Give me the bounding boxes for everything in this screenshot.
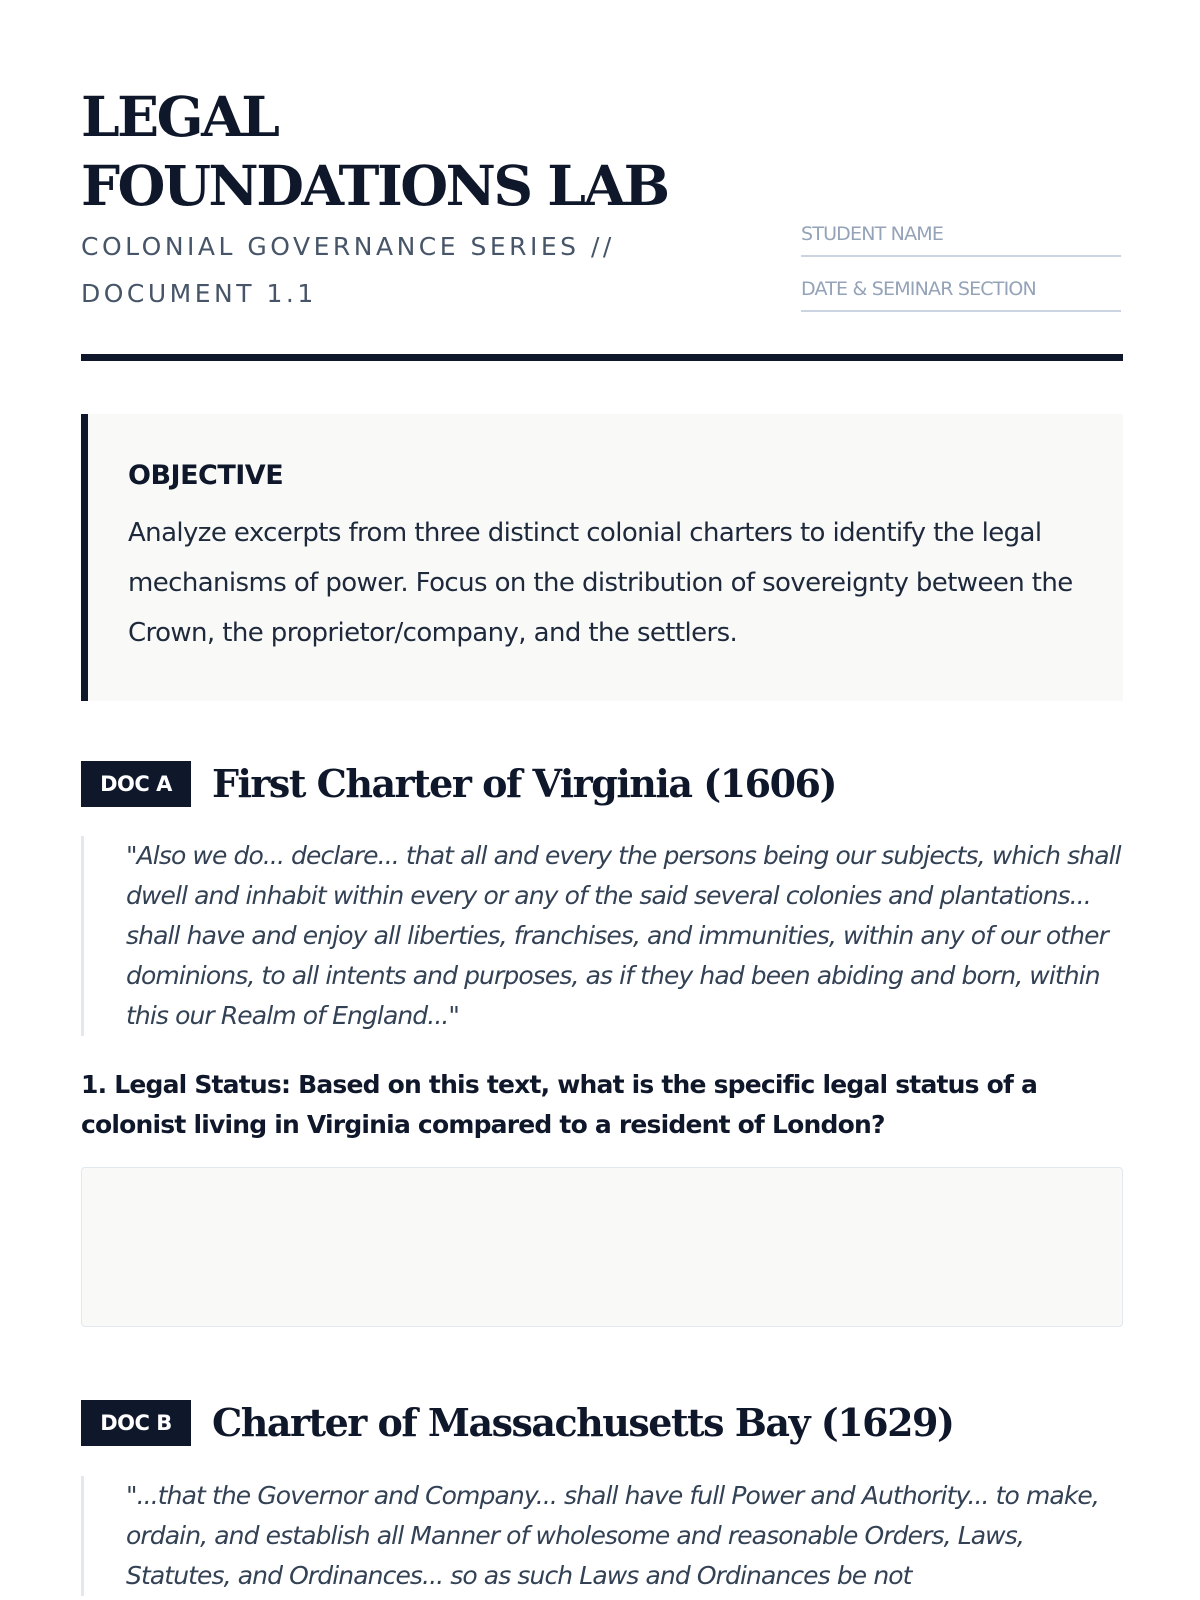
question-1-answer-box[interactable] — [81, 1167, 1123, 1327]
date-section-field-wrapper — [801, 271, 1121, 312]
doc-a-quote: "Also we do... declare... that all and every the persons being our subjects, which shall dwell and inhabit within every or any of the said several colonies and plantations... shall have and enjoy all liberties, franchises, and immunities, within any of our other dominions, to all intents and purposes, as if they had been abiding and born, within this our Realm of England..." — [81, 836, 1123, 1036]
question-1: 1. Legal Status: Based on this text, what is the specific legal status of a colonist living in Virginia compared to a resident of London? — [81, 1070, 1038, 1139]
student-name-input[interactable] — [801, 216, 1121, 252]
header-divider — [81, 354, 1123, 361]
objective-text: Analyze excerpts from three distinct colonial charters to identify the legal mechanisms of power. Focus on the distribution of sovereignty between the Crown, the proprietor/company, and the settlers. — [128, 518, 1073, 648]
student-name-field-wrapper — [801, 216, 1121, 257]
doc-b-badge: DOC B — [81, 1400, 191, 1446]
doc-a-badge: DOC A — [81, 761, 191, 807]
student-info-fields — [801, 216, 1121, 326]
date-section-input[interactable] — [801, 271, 1121, 307]
doc-a-title: First Charter of Virginia (1606) — [212, 761, 836, 806]
objective-box — [81, 414, 1123, 701]
page-title: LEGAL FOUNDATIONS LAB — [81, 84, 668, 218]
doc-b-header — [81, 1398, 953, 1448]
doc-b-quote: "...that the Governor and Company... shall have full Power and Authority... to make, ordain, and establish all Manner of wholesome and reasonable Orders, Laws, Statutes, and Ordinances... so as such Laws and Ordinances be not — [81, 1476, 1123, 1596]
page-subtitle: COLONIAL GOVERNANCE SERIES // DOCUMENT 1.1 — [81, 232, 615, 308]
doc-a-header — [81, 759, 836, 809]
doc-b-title: Charter of Massachusetts Bay (1629) — [212, 1400, 954, 1445]
objective-heading: OBJECTIVE — [128, 460, 284, 491]
